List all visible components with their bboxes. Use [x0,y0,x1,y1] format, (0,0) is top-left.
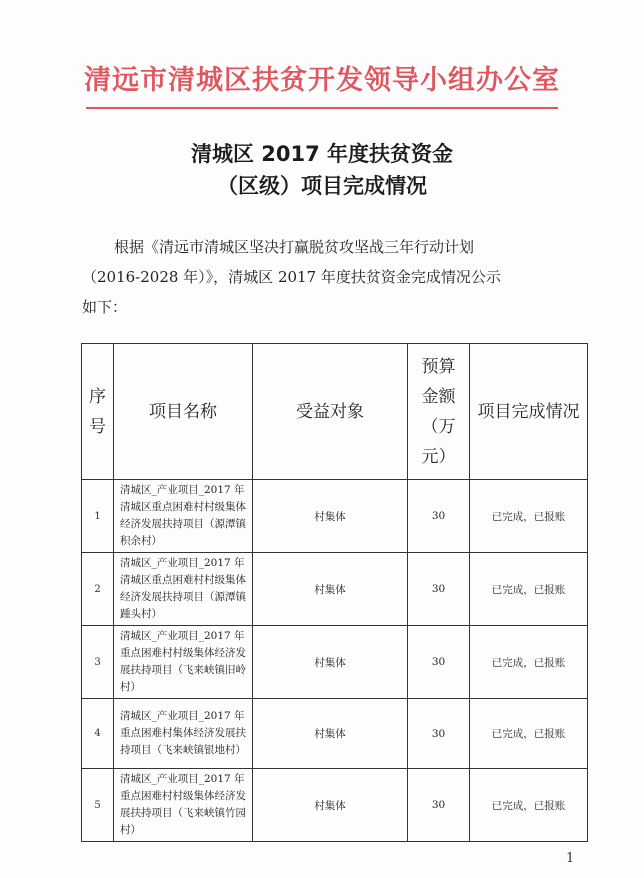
table-header-row [82,344,588,480]
budget-cell: 30 [408,480,470,553]
header-status: 项目完成情况 [470,344,588,480]
letterhead-rule [86,107,558,109]
intro-paragraph [82,232,582,322]
intro-line-3: 如下： [82,298,128,316]
header-budget-line-4: 元） [421,446,456,467]
header-project-name: 项目名称 [114,344,253,480]
project-name-cell: 清城区_产业项目_2017 年清城区重点困难村村级集体经济发展扶持项目（源潭镇踵头村） [114,553,253,626]
project-name-cell: 清城区_产业项目_2017 年重点困难村集体经济发展扶持项目（飞来峡镇银地村） [114,699,253,769]
status-cell: 已完成，已报账 [470,480,588,553]
row-number: 3 [82,626,114,699]
status-cell: 已完成，已报账 [470,553,588,626]
project-name-cell: 清城区_产业项目_2017 年重点困难村村级集体经济发展扶持项目（飞来峡镇竹园村） [114,769,253,842]
status-cell: 已完成，已报账 [470,769,588,842]
header-beneficiary: 受益对象 [253,344,408,480]
row-number: 1 [82,480,114,553]
budget-cell: 30 [408,553,470,626]
header-budget [408,344,470,480]
table-row [82,769,588,842]
table-row [82,699,588,769]
beneficiary-cell: 村集体 [253,699,408,769]
row-number: 4 [82,699,114,769]
doc-title-line1: 清城区 2017 年度扶贫资金 [190,142,454,166]
row-number: 5 [82,769,114,842]
header-seq [82,344,114,480]
page-number: 1 [566,851,575,866]
budget-cell: 30 [408,626,470,699]
beneficiary-cell: 村集体 [253,553,408,626]
budget-cell: 30 [408,769,470,842]
beneficiary-cell: 村集体 [253,626,408,699]
table-row [82,553,588,626]
project-table [81,343,588,842]
header-budget-line-1: 预算 [421,356,456,377]
status-cell: 已完成，已报账 [470,626,588,699]
beneficiary-cell: 村集体 [253,769,408,842]
header-budget-line-3: （万 [421,416,456,437]
budget-cell: 30 [408,699,470,769]
header-seq-char-1: 序 [89,386,106,407]
header-seq-char-2: 号 [89,416,106,437]
table-row [82,480,588,553]
row-number: 2 [82,553,114,626]
project-name-cell: 清城区_产业项目_2017 年重点困难村村级集体经济发展扶持项目（飞来峡镇旧岭村） [114,626,253,699]
intro-line-1: 根据《清远市清城区坚决打赢脱贫攻坚战三年行动计划 [114,238,475,256]
beneficiary-cell: 村集体 [253,480,408,553]
status-cell: 已完成，已报账 [470,699,588,769]
header-budget-line-2: 金额 [421,386,456,407]
office-letterhead: 清远市清城区扶贫开发领导小组办公室 [84,65,560,96]
table-row [82,626,588,699]
doc-title-line2: （区级）项目完成情况 [217,174,427,198]
intro-line-2: （2016-2028 年）》，清城区 2017 年度扶贫资金完成情况公示 [82,268,501,286]
project-name-cell: 清城区_产业项目_2017 年清城区重点困难村村级集体经济发展扶持项目（源潭镇积余村） [114,480,253,553]
